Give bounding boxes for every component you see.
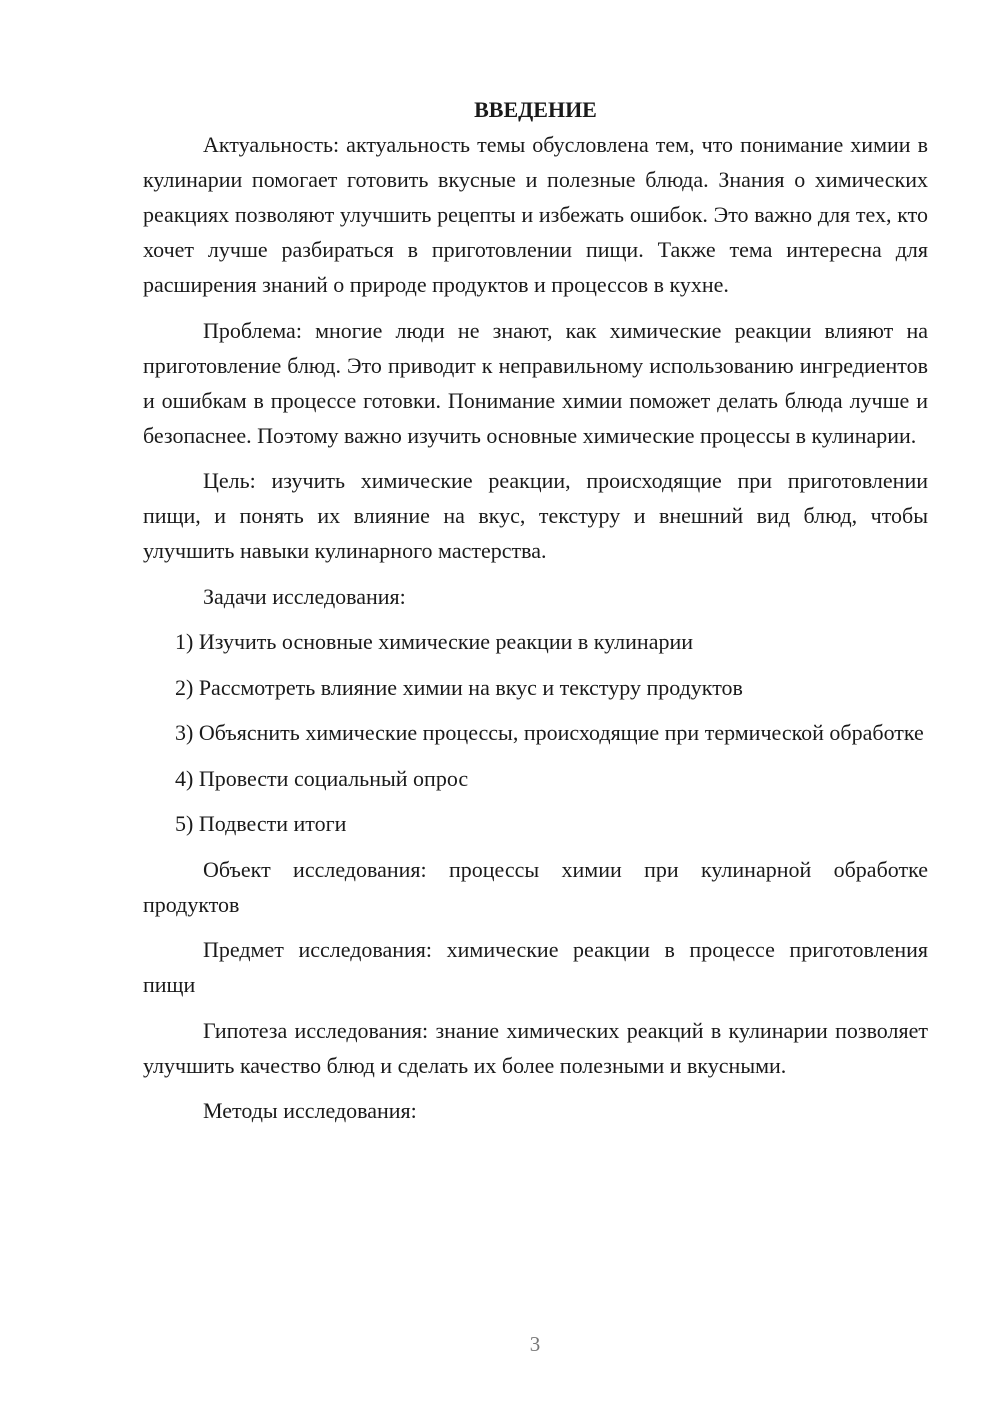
paragraph-hypothesis: Гипотеза исследования: знание химических реакций в кулинарии позволяет улучшить качество блюд и сделать их более полезными и вкусными. (143, 1017, 928, 1078)
task-item-1: 1) Изучить основные химические реакции в кулинарии (175, 629, 693, 654)
paragraph-relevance: Актуальность: актуальность темы обусловлена тем, что понимание химии в кулинарии помогает готовить вкусные и полезные блюда. Знания о химических реакциях позволяют улучшить рецепты и избежать ошибок. Это важно для тех, кто хочет лучше разбираться в приготовлении пищи. Также тема интересна для расширения знаний о природе продуктов и процессов в кухне. (143, 132, 928, 297)
task-item-4: 4) Провести социальный опрос (175, 765, 469, 791)
task-item-2: 2) Рассмотреть влияние химии на вкус и текстуру продуктов (175, 674, 743, 700)
paragraph-goal: Цель: изучить химические реакции, происходящие при приготовлении пищи, и понять их влияние на вкус, текстуру и внешний вид блюд, чтобы улучшить навыки кулинарного мастерства. (143, 468, 928, 563)
paragraph-object: Объект исследования: процессы химии при кулинарной обработке продуктов (143, 856, 928, 917)
paragraph-problem: Проблема: многие люди не знают, как химические реакции влияют на приготовление блюд. Это приводит к неправильному использованию ингредиентов и ошибкам в процессе готовки. Понимание химии поможет делать блюда лучше и безопаснее. Поэтому важно изучить основные химические процессы в кулинарии. (143, 317, 928, 448)
document-page (143, 92, 928, 1139)
task-item-3: 3) Объяснить химические процессы, происходящие при термической обработке (175, 720, 924, 745)
page-number: 3 (529, 1332, 541, 1356)
task-item-5: 5) Подвести итоги (175, 811, 347, 836)
paragraph-subject: Предмет исследования: химические реакции в процессе приготовления пищи (143, 937, 928, 997)
section-title: ВВЕДЕНИЕ (474, 97, 597, 122)
paragraph-tasks-heading: Задачи исследования: (203, 583, 406, 609)
paragraph-methods-heading: Методы исследования: (203, 1098, 417, 1123)
